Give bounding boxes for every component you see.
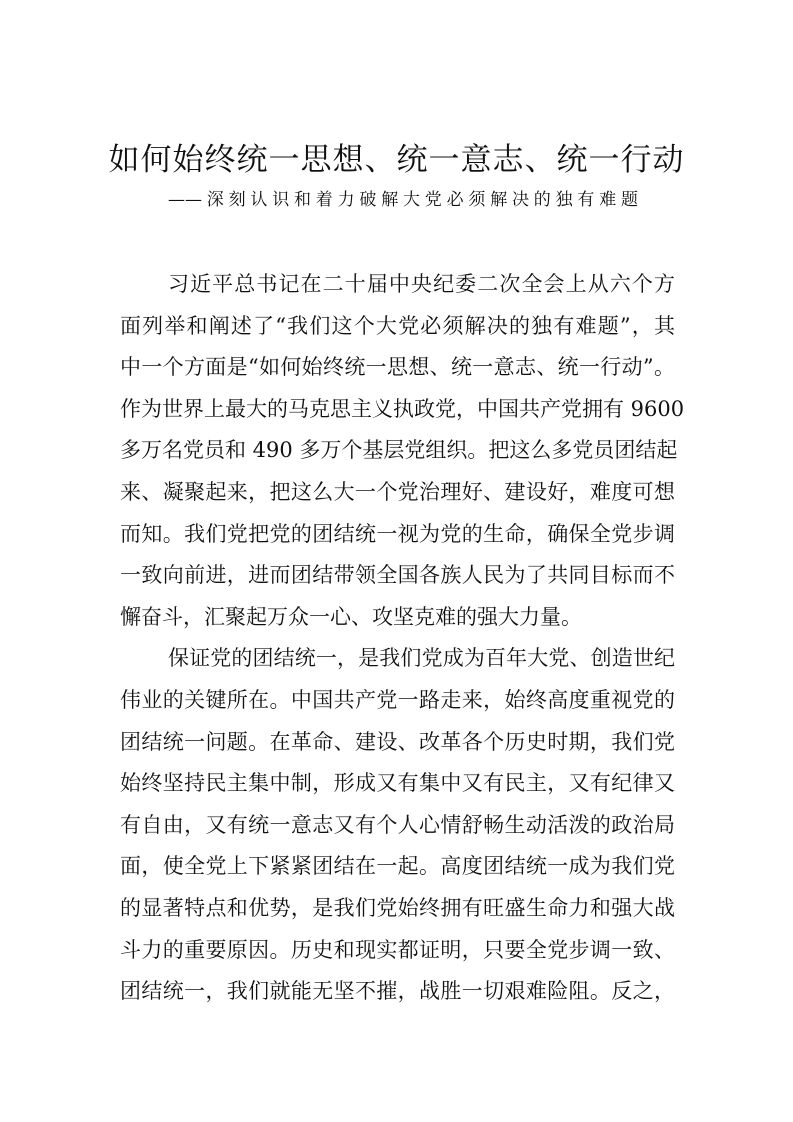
document-title: 如何始终统一思想、统一意志、统一行动 xyxy=(108,142,685,178)
text-line: 中一个方面是“如何始终统一思想、统一意志、统一行动”。 xyxy=(120,355,675,380)
paragraph-2 xyxy=(120,638,675,1012)
text-line: 团结统一，我们就能无坚不摧，战胜一切艰难险阻。反之， xyxy=(120,979,675,1004)
text-line: 有自由，又有统一意志又有个人心情舒畅生动活泼的政治局 xyxy=(120,812,675,837)
text-line: 伟业的关键所在。中国共产党一路走来，始终高度重视党的 xyxy=(120,687,675,712)
text-line: 保证党的团结统一，是我们党成为百年大党、创造世纪 xyxy=(168,646,675,671)
text-line: 来、凝聚起来，把这么大一个党治理好、建设好，难度可想 xyxy=(120,479,675,504)
document-subtitle: ——深刻认识和着力破解大党必须解决的独有难题 xyxy=(168,190,638,210)
text-line: 懈奋斗，汇聚起万众一心、攻坚克难的强大力量。 xyxy=(120,604,582,629)
text-line: 作为世界上最大的马克思主义执政党，中国共产党拥有 9600 xyxy=(120,396,685,421)
text-line: 团结统一问题。在革命、建设、改革各个历史时期，我们党 xyxy=(120,729,675,754)
document-body xyxy=(120,264,685,1013)
paragraph-1 xyxy=(120,264,685,638)
text-line: 的显著特点和优势，是我们党始终拥有旺盛生命力和强大战 xyxy=(120,895,675,920)
text-line: 多万名党员和 490 多万个基层党组织。把这么多党员团结起 xyxy=(120,438,678,463)
text-line: 面列举和阐述了“我们这个大党必须解决的独有难题”，其 xyxy=(120,313,675,338)
text-line: 而知。我们党把党的团结统一视为党的生命，确保全党步调 xyxy=(120,521,675,546)
text-line: 面，使全党上下紧紧团结在一起。高度团结统一成为我们党 xyxy=(120,854,675,879)
text-line: 一致向前进，进而团结带领全国各族人民为了共同目标而不 xyxy=(120,563,675,588)
text-line: 始终坚持民主集中制，形成又有集中又有民主，又有纪律又 xyxy=(120,771,675,796)
text-line: 习近平总书记在二十届中央纪委二次全会上从六个方 xyxy=(168,272,675,296)
text-line: 斗力的重要原因。历史和现实都证明，只要全党步调一致、 xyxy=(120,937,675,962)
